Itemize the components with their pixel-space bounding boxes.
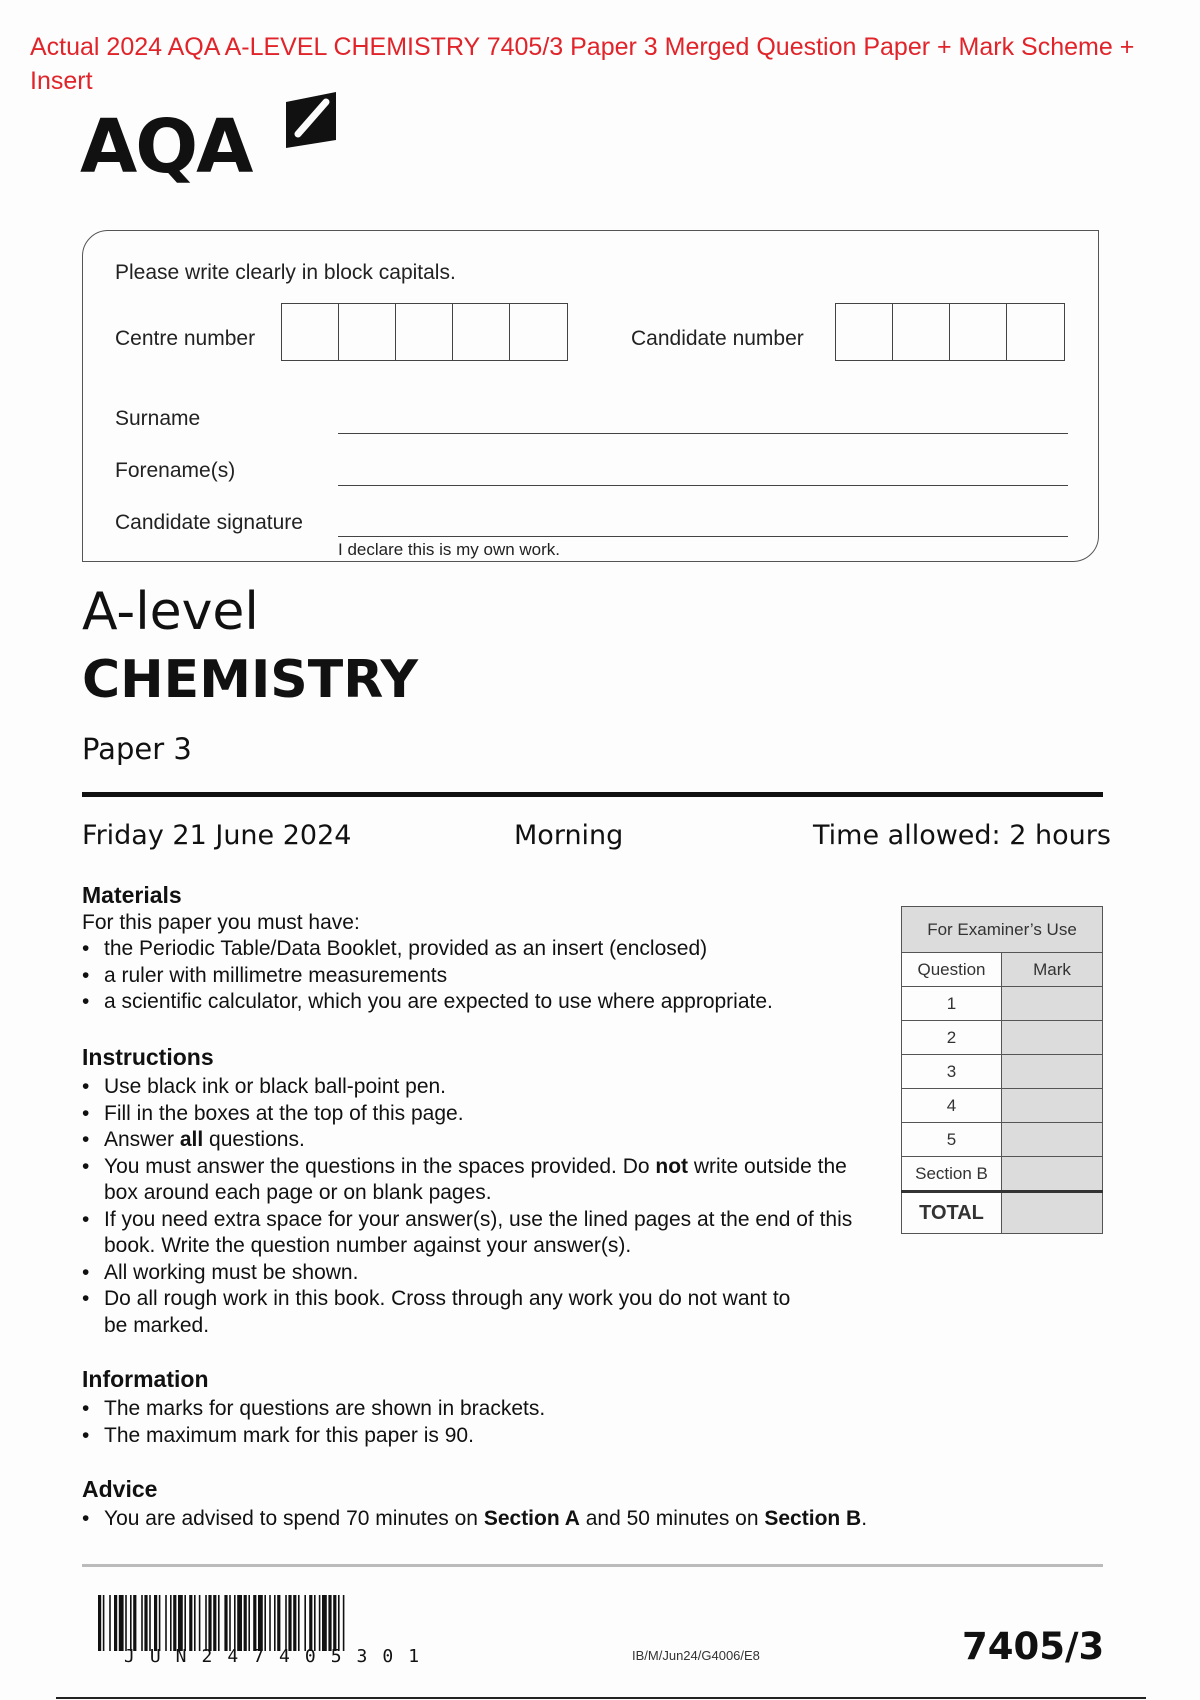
question-number: 4 <box>902 1089 1002 1123</box>
level-title: A-level <box>82 582 259 642</box>
information-item: • The maximum mark for this paper is 90. <box>82 1423 882 1450</box>
block-capitals-instruction: Please write clearly in block capitals. <box>115 261 456 284</box>
centre-number-digit[interactable] <box>396 304 453 360</box>
page-bottom-border <box>56 1697 1146 1699</box>
instruction-item: • Answer all questions. <box>82 1127 867 1154</box>
surname-field[interactable] <box>338 433 1068 434</box>
question-number: 5 <box>902 1123 1002 1157</box>
title-divider <box>82 792 1103 797</box>
banner-title: Actual 2024 AQA A-LEVEL CHEMISTRY 7405/3 Paper 3 Merged Question Paper + Mark Scheme + Insert <box>30 33 1135 95</box>
examiner-use-table <box>901 906 1103 1234</box>
candidate-number-digit[interactable] <box>1007 304 1064 360</box>
materials-item: • the Periodic Table/Data Booklet, provided as an insert (enclosed) <box>82 936 882 963</box>
candidate-number-digit[interactable] <box>893 304 950 360</box>
instructions-section <box>82 1044 867 1339</box>
centre-number-label: Centre number <box>115 327 256 350</box>
candidate-number-digit[interactable] <box>836 304 893 360</box>
mark-column-header: Mark <box>1002 953 1103 987</box>
instruction-item: • You must answer the questions in the spaces provided. Do not write outside the box around each page or on blank pages. <box>82 1154 867 1207</box>
question-number: 2 <box>902 1021 1002 1055</box>
question-number: 3 <box>902 1055 1002 1089</box>
candidate-number-digit[interactable] <box>950 304 1007 360</box>
centre-number-digit[interactable] <box>453 304 510 360</box>
total-mark-cell <box>1002 1192 1103 1234</box>
mark-cell <box>1002 1089 1103 1123</box>
candidate-details-box <box>82 230 1099 562</box>
materials-item: • a ruler with millimetre measurements <box>82 963 882 990</box>
materials-section <box>82 882 882 1016</box>
aqa-flag-icon <box>278 90 344 150</box>
materials-intro: For this paper you must have: <box>82 911 360 934</box>
instruction-item: • All working must be shown. <box>82 1260 867 1287</box>
advice-heading: Advice <box>82 1476 158 1502</box>
examiner-table-title: For Examiner’s Use <box>902 907 1103 953</box>
instruction-item: • Fill in the boxes at the top of this page. <box>82 1101 867 1128</box>
instruction-item: • Do all rough work in this book. Cross through any work you do not want to be marked. <box>82 1286 867 1339</box>
subject-title: CHEMISTRY <box>82 650 419 710</box>
mark-cell <box>1002 1123 1103 1157</box>
candidate-number-label: Candidate number <box>631 327 804 350</box>
instruction-item: • If you need extra space for your answer(s), use the lined pages at the end of this book. Write the question number against your answer(s). <box>82 1207 867 1260</box>
question-number: Section B <box>902 1157 1002 1192</box>
barcode-icon <box>98 1595 480 1651</box>
centre-number-digit[interactable] <box>339 304 396 360</box>
barcode-digits: JUN247405301 <box>124 1646 435 1667</box>
surname-label: Surname <box>115 407 201 430</box>
document-reference: IB/M/Jun24/G4006/E8 <box>632 1648 760 1663</box>
exam-date: Friday 21 June 2024 <box>82 820 352 851</box>
logo-text: AQA <box>80 104 252 190</box>
footer-divider <box>82 1564 1103 1567</box>
centre-number-digit[interactable] <box>510 304 567 360</box>
paper-title: Paper 3 <box>82 732 192 766</box>
total-label: TOTAL <box>902 1192 1002 1234</box>
signature-field[interactable] <box>338 536 1068 537</box>
centre-number-boxes[interactable] <box>281 303 568 361</box>
materials-heading: Materials <box>82 882 182 908</box>
centre-number-digit[interactable] <box>282 304 339 360</box>
advice-item: • You are advised to spend 70 minutes on Section A and 50 minutes on Section B. <box>82 1506 1082 1533</box>
candidate-number-boxes[interactable] <box>835 303 1065 361</box>
mark-cell <box>1002 1055 1103 1089</box>
declaration-text: I declare this is my own work. <box>338 540 561 559</box>
information-section <box>82 1366 882 1449</box>
mark-cell <box>1002 1021 1103 1055</box>
forename-field[interactable] <box>338 485 1068 486</box>
instruction-item: • Use black ink or black ball-point pen. <box>82 1074 867 1101</box>
aqa-logo <box>80 90 350 190</box>
signature-label: Candidate signature <box>115 511 303 534</box>
advice-section <box>82 1476 1082 1533</box>
question-column-header: Question <box>902 953 1002 987</box>
instructions-heading: Instructions <box>82 1044 214 1070</box>
time-allowed: Time allowed: 2 hours <box>813 820 1111 851</box>
information-heading: Information <box>82 1366 209 1392</box>
forename-label: Forename(s) <box>115 459 236 482</box>
information-item: • The marks for questions are shown in brackets. <box>82 1396 882 1423</box>
paper-code: 7405/3 <box>962 1625 1105 1668</box>
mark-cell <box>1002 987 1103 1021</box>
exam-session: Morning <box>514 820 624 851</box>
materials-item: • a scientific calculator, which you are expected to use where appropriate. <box>82 989 882 1016</box>
question-number: 1 <box>902 987 1002 1021</box>
mark-cell <box>1002 1157 1103 1192</box>
